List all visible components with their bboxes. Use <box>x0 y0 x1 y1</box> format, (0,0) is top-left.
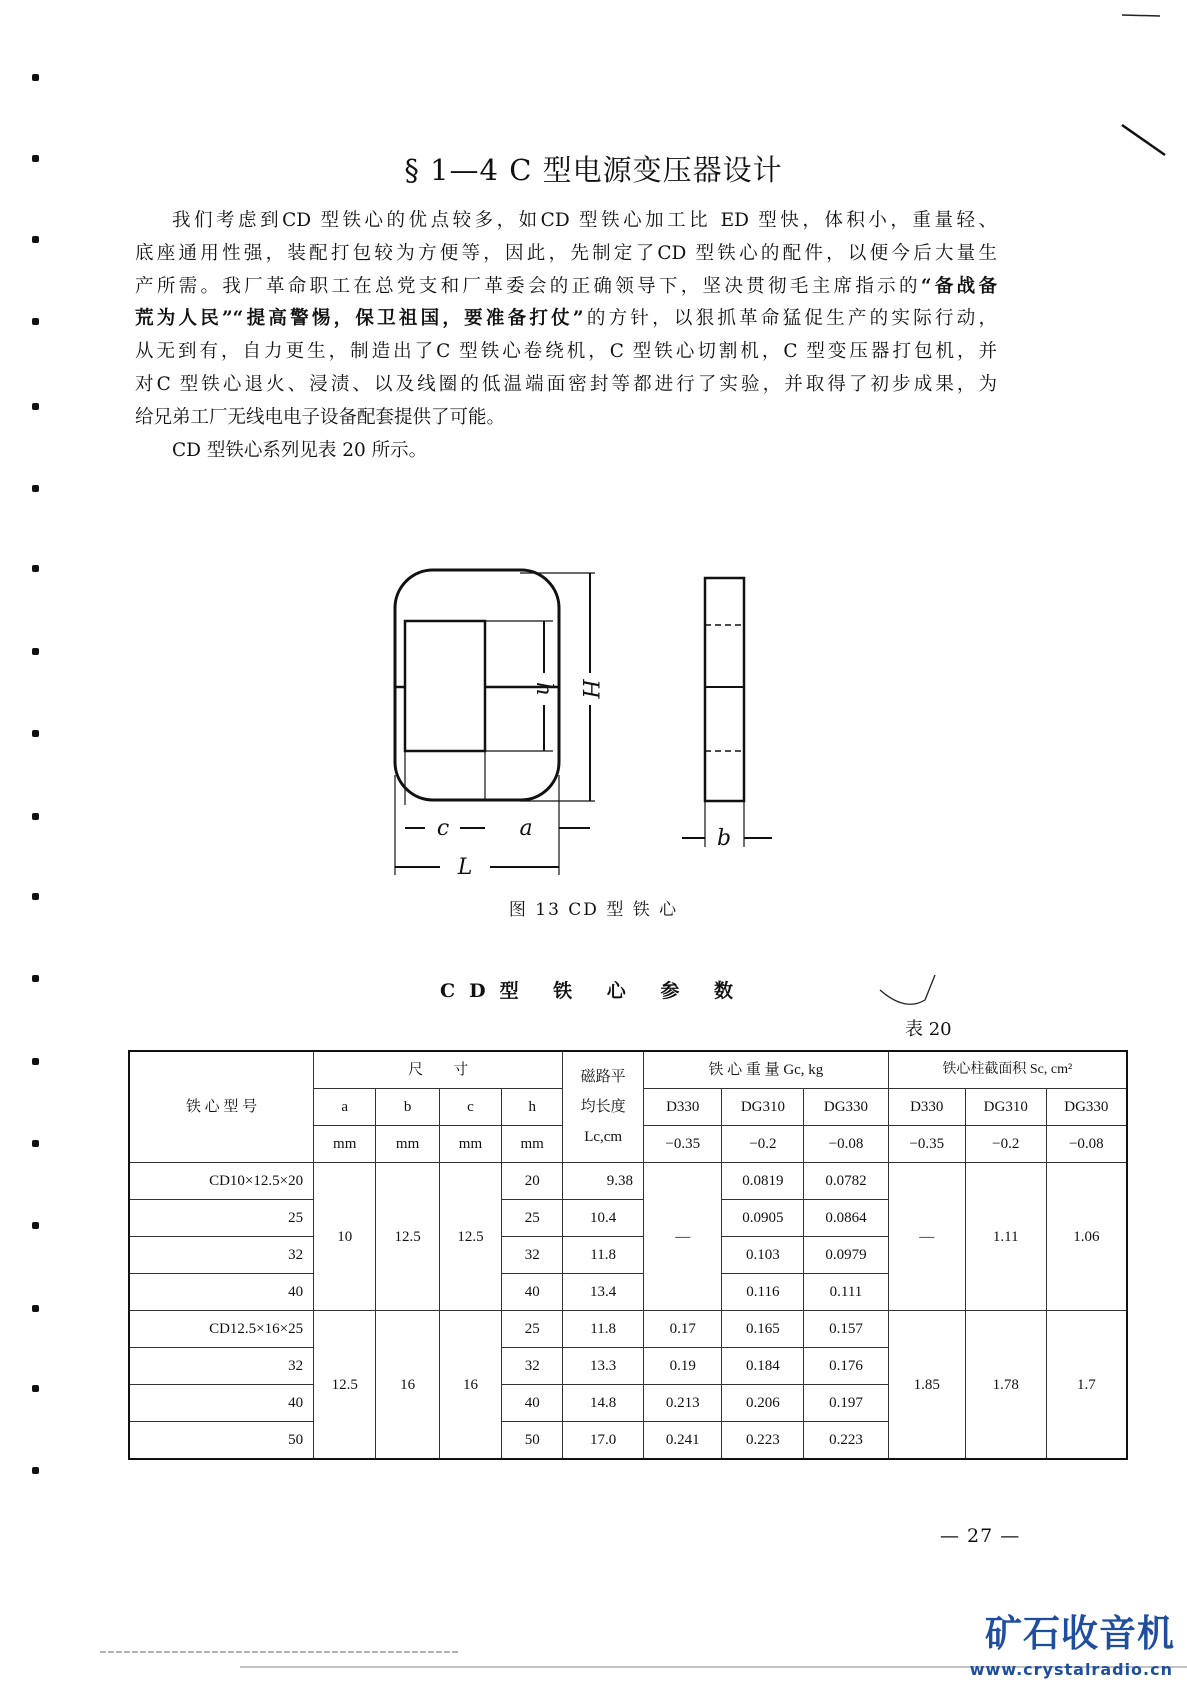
cell-weight-dg330: 0.197 <box>804 1385 888 1422</box>
header-dimensions: 尺 寸 <box>314 1051 563 1089</box>
cell-b: 16 <box>376 1311 439 1460</box>
cell-area-d330: 1.85 <box>888 1311 965 1460</box>
header-thickness: −0.08 <box>804 1126 888 1163</box>
cell-weight-d330: 0.213 <box>644 1385 722 1422</box>
cell-lc: 13.4 <box>563 1274 644 1311</box>
cd-core-parameter-table <box>128 1050 1128 1460</box>
cell-lc: 11.8 <box>563 1311 644 1348</box>
cell-area-dg310: 1.78 <box>965 1311 1046 1460</box>
cell-model: 32 <box>129 1237 314 1274</box>
cell-area-d330: — <box>888 1163 965 1311</box>
page-number: — 27 — <box>940 1525 1021 1547</box>
cd-core-figure <box>360 560 840 880</box>
paragraph-text: 的方针，以狠抓革命猛促生产的实际行动， <box>583 308 997 330</box>
cell-c: 16 <box>439 1311 501 1460</box>
header-path-length <box>563 1051 644 1163</box>
header-dim-a: a <box>314 1089 376 1126</box>
cell-weight-dg330: 0.223 <box>804 1422 888 1460</box>
quote-bold: “备战备 <box>920 275 997 297</box>
cell-weight-dg310: 0.184 <box>722 1348 804 1385</box>
cell-lc: 9.38 <box>563 1163 644 1200</box>
cell-model: 40 <box>129 1274 314 1311</box>
cell-h: 25 <box>502 1200 563 1237</box>
cell-h: 32 <box>502 1348 563 1385</box>
header-grade: D330 <box>644 1089 722 1126</box>
label-h: h <box>531 681 556 697</box>
body-paragraph <box>135 205 997 467</box>
cell-weight-dg330: 0.0782 <box>804 1163 888 1200</box>
cell-lc: 14.8 <box>563 1385 644 1422</box>
label-H: H <box>577 679 602 699</box>
cell-h: 40 <box>502 1385 563 1422</box>
cell-c: 12.5 <box>439 1163 501 1311</box>
header-thickness: −0.35 <box>644 1126 722 1163</box>
cell-weight-dg310: 0.0819 <box>722 1163 804 1200</box>
paragraph-line: 从无到有，自力更生，制造出了C 型铁心卷绕机，C 型铁心切割机，C 型变压器打包机，并 <box>135 341 997 363</box>
cell-model: 50 <box>129 1422 314 1460</box>
label-c: c <box>436 816 450 841</box>
paragraph-line <box>135 303 997 336</box>
header-unit: mm <box>314 1126 376 1163</box>
cell-weight-dg310: 0.0905 <box>722 1200 804 1237</box>
header-model: 铁 心 型 号 <box>129 1051 314 1163</box>
cell-area-dg310: 1.11 <box>965 1163 1046 1311</box>
header-dim-c: c <box>439 1089 501 1126</box>
cell-lc: 13.3 <box>563 1348 644 1385</box>
cell-h: 25 <box>502 1311 563 1348</box>
table-number: 表 20 <box>905 1019 952 1040</box>
cell-model: CD12.5×16×25 <box>129 1311 314 1348</box>
cell-weight-dg330: 0.111 <box>804 1274 888 1311</box>
header-unit: mm <box>439 1126 501 1163</box>
core-window <box>405 621 485 751</box>
cell-weight-d330: 0.241 <box>644 1422 722 1460</box>
cell-lc: 17.0 <box>563 1422 644 1460</box>
cell-h: 20 <box>502 1163 563 1200</box>
paragraph-line <box>135 271 997 304</box>
header-unit: mm <box>502 1126 563 1163</box>
table-title: CD型 铁 心 参 数 <box>439 980 748 1002</box>
paragraph-line: 底座通用性强，装配打包较为方便等，因此，先制定了CD 型铁心的配件，以便今后大量生 <box>135 242 997 264</box>
paragraph-text: 产所需。我厂革命职工在总党支和厂革委会的正确领导下，坚决贯彻毛主席指示的 <box>135 275 921 297</box>
cell-weight-dg330: 0.157 <box>804 1311 888 1348</box>
cell-model: 40 <box>129 1385 314 1422</box>
table-row <box>129 1311 1127 1348</box>
header-grade: D330 <box>888 1089 965 1126</box>
header-grade: DG330 <box>1046 1089 1127 1126</box>
cell-b: 12.5 <box>376 1163 439 1311</box>
watermark-logo: 矿石收音机 <box>985 1612 1175 1655</box>
paragraph-line: 我们考虑到CD 型铁心的优点较多，如CD 型铁心加工比 ED 型快，体积小，重量轻、 <box>172 210 997 231</box>
cell-a: 10 <box>314 1163 376 1311</box>
core-side-view <box>705 578 744 801</box>
cell-weight-dg330: 0.0979 <box>804 1237 888 1274</box>
header-path-length-line: 磁路平 <box>580 1069 626 1085</box>
cell-a: 12.5 <box>314 1311 376 1460</box>
cell-h: 32 <box>502 1237 563 1274</box>
table-row <box>129 1163 1127 1200</box>
cell-weight-dg310: 0.165 <box>722 1311 804 1348</box>
cell-model: CD10×12.5×20 <box>129 1163 314 1200</box>
header-unit: mm <box>376 1126 439 1163</box>
cell-weight-d330: 0.19 <box>644 1348 722 1385</box>
cell-weight-d330: — <box>644 1163 722 1311</box>
header-thickness: −0.08 <box>1046 1126 1127 1163</box>
cell-h: 50 <box>502 1422 563 1460</box>
cell-weight-d330: 0.17 <box>644 1311 722 1348</box>
cell-weight-dg310: 0.116 <box>722 1274 804 1311</box>
header-path-length-line: 均长度 <box>580 1099 626 1115</box>
cell-weight-dg310: 0.206 <box>722 1385 804 1422</box>
cell-weight-dg310: 0.223 <box>722 1422 804 1460</box>
label-b: b <box>716 826 732 851</box>
cell-lc: 11.8 <box>563 1237 644 1274</box>
quote-bold: “提高警惕，保卫祖国，要准备打仗” <box>232 308 584 330</box>
cell-weight-dg330: 0.0864 <box>804 1200 888 1237</box>
paragraph-line: 对C 型铁心退火、浸渍、以及线圈的低温端面密封等都进行了实验，并取得了初步成果，为 <box>135 373 997 395</box>
header-area: 铁心柱截面积 Sc, cm² <box>888 1051 1127 1089</box>
watermark-url: www.crystalradio.cn <box>969 1660 1173 1679</box>
cell-lc: 10.4 <box>563 1200 644 1237</box>
label-L: L <box>457 855 473 880</box>
cell-weight-dg330: 0.176 <box>804 1348 888 1385</box>
section-title: § 1—4 C 型电源变压器设计 <box>404 153 783 187</box>
cell-h: 40 <box>502 1274 563 1311</box>
quote-bold: 荒为人民” <box>135 308 233 330</box>
figure-caption: 图 13 CD 型 铁 心 <box>508 900 679 920</box>
cell-model: 32 <box>129 1348 314 1385</box>
cell-model: 25 <box>129 1200 314 1237</box>
cell-weight-dg310: 0.103 <box>722 1237 804 1274</box>
header-thickness: −0.2 <box>965 1126 1046 1163</box>
header-thickness: −0.2 <box>722 1126 804 1163</box>
label-a: a <box>519 816 533 841</box>
header-dim-b: b <box>376 1089 439 1126</box>
table-reference: CD 型铁心系列见表 20 所示。 <box>172 439 428 461</box>
header-thickness: −0.35 <box>888 1126 965 1163</box>
header-weight: 铁 心 重 量 Gc, kg <box>644 1051 889 1089</box>
header-grade: DG310 <box>722 1089 804 1126</box>
table-header-row <box>129 1051 1127 1089</box>
header-grade: DG330 <box>804 1089 888 1126</box>
header-dim-h: h <box>502 1089 563 1126</box>
cell-area-dg330: 1.06 <box>1046 1163 1127 1311</box>
paragraph-line: 给兄弟工厂无线电电子设备配套提供了可能。 <box>135 406 506 428</box>
header-path-length-unit: Lc,cm <box>584 1129 623 1145</box>
cell-area-dg330: 1.7 <box>1046 1311 1127 1460</box>
header-grade: DG310 <box>965 1089 1046 1126</box>
